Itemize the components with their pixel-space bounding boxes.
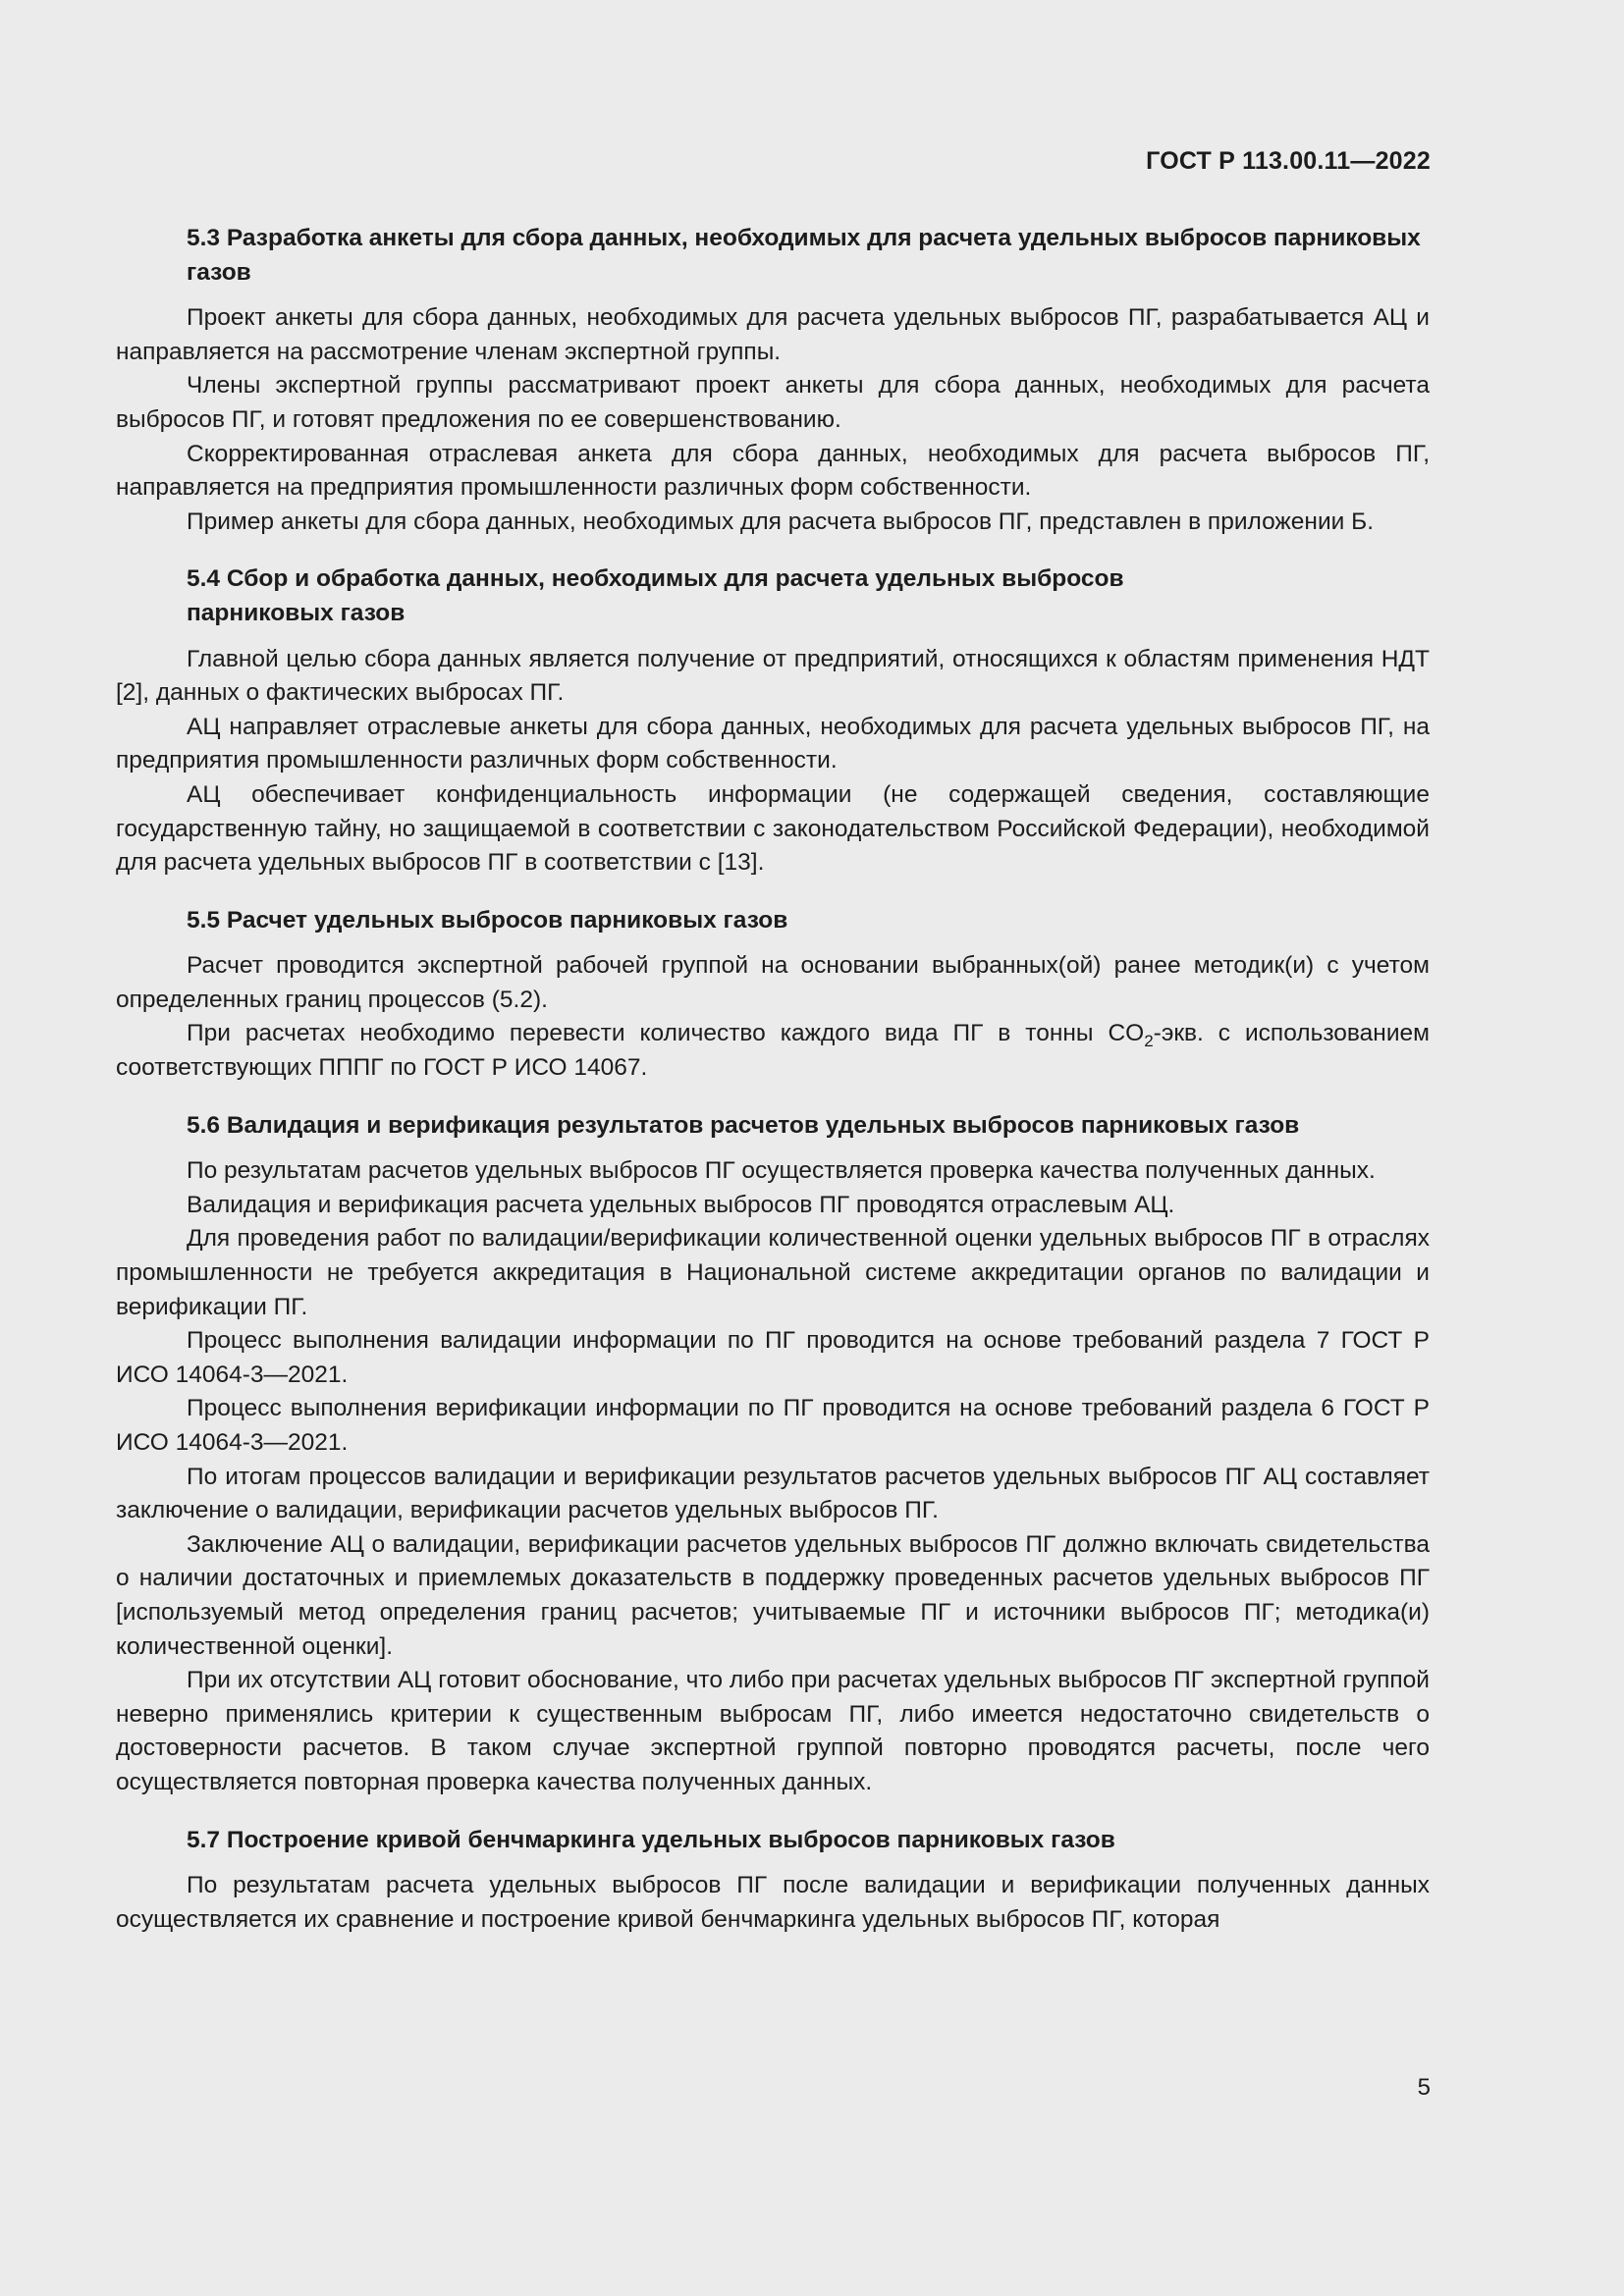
paragraph: Процесс выполнения верификации информации по ПГ проводится на основе требований раздела 6 ГОСТ Р ИСО 14064-3—2021.	[116, 1395, 1430, 1456]
paragraph: По результатам расчета удельных выбросов ПГ после валидации и верификации полученных данных осуществляется их сравнение и построение кривой бенчмаркинга удельных выбросов ПГ, которая	[116, 1872, 1430, 1933]
paragraph: Пример анкеты для сбора данных, необходимых для расчета выбросов ПГ, представлен в приложении Б.	[187, 507, 1375, 535]
paragraph: При их отсутствии АЦ готовит обоснование, что либо при расчетах удельных выбросов ПГ экспертной группой неверно применялись критерии к существенным выбросам ПГ, либо имеется недостаточно свидетельств о достоверности расчетов. В таком случае экспертной группой повторно проводятся расчеты, после чего осуществляется повторная проверка качества полученных данных.	[116, 1667, 1430, 1795]
paragraph: По результатам расчетов удельных выбросов ПГ осуществляется проверка качества полученных данных.	[187, 1157, 1376, 1185]
section-title: 5.4 Сбор и обработка данных, необходимых для расчета удельных выбросов парниковых газов	[187, 565, 1124, 626]
paragraph: По итогам процессов валидации и верификации результатов расчетов удельных выбросов ПГ АЦ составляет заключение о валидации, верификации расчетов удельных выбросов ПГ.	[116, 1463, 1430, 1524]
section-5-4	[116, 562, 1430, 880]
co2-text-after: -экв. с использованием соответствующих ПППГ по ГОСТ Р ИСО 14067.	[116, 1020, 1430, 1082]
paragraph: Процесс выполнения валидации информации по ПГ проводится на основе требований раздела 7 ГОСТ Р ИСО 14064-3—2021.	[116, 1327, 1430, 1388]
section-title: 5.3 Разработка анкеты для сбора данных, необходимых для расчета удельных выбросов парниковых газов	[187, 225, 1421, 286]
paragraph: Валидация и верификация расчета удельных выбросов ПГ проводятся отраслевым АЦ.	[187, 1191, 1175, 1218]
paragraph: Проект анкеты для сбора данных, необходимых для расчета удельных выбросов ПГ, разрабатывается АЦ и направляется на рассмотрение членам экспертной группы.	[116, 304, 1430, 365]
section-5-6	[116, 1109, 1430, 1800]
paragraph: Скорректированная отраслевая анкета для сбора данных, необходимых для расчета выбросов ПГ, направляется на предприятия промышленности различных форм собственности.	[116, 440, 1430, 502]
section-5-3	[116, 222, 1430, 539]
section-title: 5.5 Расчет удельных выбросов парниковых газов	[187, 906, 788, 934]
section-title: 5.6 Валидация и верификация результатов расчетов удельных выбросов парниковых газов	[187, 1111, 1300, 1139]
paragraph: Расчет проводится экспертной рабочей группой на основании выбранных(ой) ранее методик(и) с учетом определенных границ процессов (5.2).	[116, 952, 1430, 1013]
co2-subscript: 2	[1144, 1032, 1154, 1051]
document-header: ГОСТ Р 113.00.11—2022	[1146, 147, 1431, 175]
paragraph: АЦ обеспечивает конфиденциальность информации (не содержащей сведения, составляющие государственную тайну, но защищаемой в соответствии с законодательством Российской Федерации), необходимой для расчета удельных выбросов ПГ в соответствии с [13].	[116, 780, 1430, 877]
paragraph: Главной целью сбора данных является получение от предприятий, относящихся к областям применения НДТ [2], данных о фактических выбросах ПГ.	[116, 645, 1430, 707]
section-5-5	[116, 904, 1430, 1086]
co2-text-before: При расчетах необходимо перевести количество каждого вида ПГ в тонны CO	[187, 1020, 1145, 1047]
paragraph-co2	[116, 1017, 1430, 1085]
paragraph: Для проведения работ по валидации/верификации количественной оценки удельных выбросов ПГ в отраслях промышленности не требуется аккредитация в Национальной системе аккредитации органов по валидации и верификации ПГ.	[116, 1225, 1430, 1320]
paragraph: АЦ направляет отраслевые анкеты для сбора данных, необходимых для расчета удельных выбросов ПГ, на предприятия промышленности различных форм собственности.	[116, 713, 1430, 774]
document-body	[116, 222, 1430, 1960]
section-title: 5.7 Построение кривой бенчмаркинга удельных выбросов парниковых газов	[187, 1826, 1115, 1853]
paragraph: Заключение АЦ о валидации, верификации расчетов удельных выбросов ПГ должно включать свидетельства о наличии достаточных и приемлемых доказательств в поддержку проведенных расчетов удельных выбросов ПГ [используемый метод определения границ расчетов; учитываемые ПГ и источники выбросов ПГ; методика(и) количественной оценки].	[116, 1530, 1430, 1660]
section-5-7	[116, 1824, 1430, 1938]
paragraph: Члены экспертной группы рассматривают проект анкеты для сбора данных, необходимых для расчета выбросов ПГ, и готовят предложения по ее совершенствованию.	[116, 372, 1430, 433]
page-number: 5	[1417, 2074, 1431, 2101]
